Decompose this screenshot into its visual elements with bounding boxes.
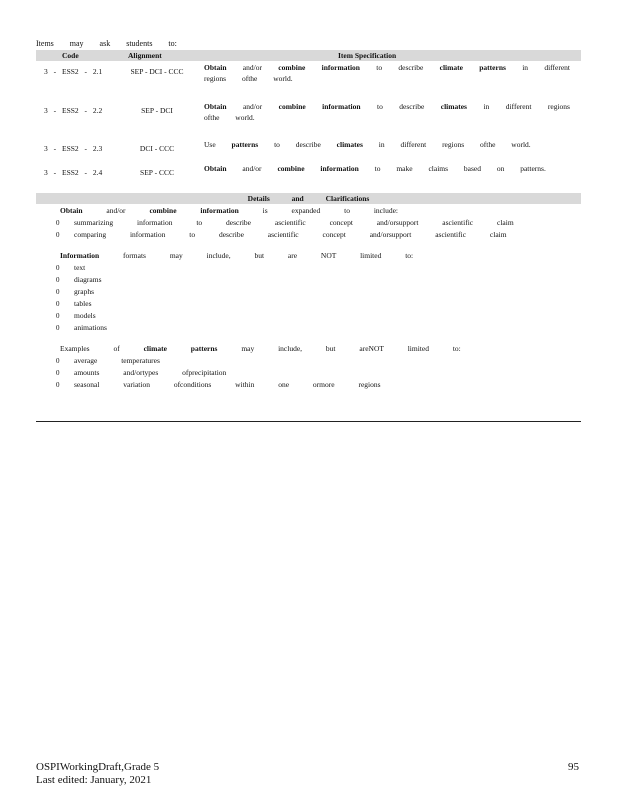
table-body (36, 61, 581, 193)
circle-bullet-icon: 0 (56, 300, 60, 308)
footer (36, 761, 159, 787)
circle-bullet-icon: 0 (56, 369, 60, 377)
circle-bullet-icon: 0 (56, 357, 60, 365)
row-specification: Obtain and/or combine information to make claims based on patterns. (204, 164, 546, 173)
row-alignment: SEP - CCC (140, 168, 174, 177)
details-sub-item: 0 diagrams (56, 275, 102, 284)
page-number: 95 (568, 761, 579, 773)
details-sub-item: 0 summarizing information to describe ascientific concept and/orsupport ascientific claim (56, 218, 514, 227)
details-sub-item: 0 tables (56, 299, 92, 308)
table-header-row (36, 50, 581, 61)
details-header: Details and Clarifications (36, 193, 581, 204)
details-sub-item: 0 text (56, 263, 86, 272)
item-specification-table (36, 50, 581, 391)
details-bullet: Obtain and/or combine information is expanded to include: (36, 205, 581, 217)
details-sub-item: 0 animations (56, 323, 107, 332)
row-specification: Obtain and/or combine information to describe climate patterns in different regions ofthe world. (204, 63, 570, 83)
details-sub-item: 0 graphs (56, 287, 94, 296)
row-alignment: SEP - DCI - CCC (130, 67, 184, 76)
header-code: Code (62, 51, 79, 60)
row-code: 3 - ESS2 - 2.4 (44, 168, 103, 177)
circle-bullet-icon: 0 (56, 231, 60, 239)
details-bullet: Examples of climate patterns may include, but areNOT limited to: (36, 343, 581, 355)
details-group (36, 250, 581, 334)
details-group (36, 343, 581, 391)
details-sub-item: 0 average temperatures (56, 356, 160, 365)
square-bullet-icon (36, 343, 60, 355)
details-sub-item: 0 amounts and/ortypes ofprecipitation (56, 368, 227, 377)
header-item-specification: Item Specification (338, 51, 397, 60)
table-row (36, 135, 581, 159)
details-sub-item: 0 comparing information to describe ascientific concept and/orsupport ascientific claim (56, 230, 507, 239)
row-alignment: SEP - DCI (141, 106, 173, 115)
square-bullet-icon (36, 250, 60, 262)
row-specification: Obtain and/or combine information to describe climates in different regions ofthe world. (204, 102, 570, 122)
row-code: 3 - ESS2 - 2.1 (44, 67, 103, 76)
table-row (36, 159, 581, 193)
details-list (36, 205, 581, 391)
header-alignment: Alignment (128, 51, 162, 60)
details-bullet: Information formats may include, but are NOT limited to: (36, 250, 581, 262)
circle-bullet-icon: 0 (56, 312, 60, 320)
square-bullet-icon (36, 205, 60, 217)
row-code: 3 - ESS2 - 2.2 (44, 106, 103, 115)
row-code: 3 - ESS2 - 2.3 (44, 144, 103, 153)
row-alignment: DCI - CCC (139, 144, 175, 153)
details-group (36, 205, 581, 241)
circle-bullet-icon: 0 (56, 264, 60, 272)
details-sub-item: 0 seasonal variation ofconditions within one ormore regions (56, 380, 381, 389)
circle-bullet-icon: 0 (56, 381, 60, 389)
details-sub-item: 0 models (56, 311, 96, 320)
circle-bullet-icon: 0 (56, 324, 60, 332)
section-divider (36, 421, 581, 422)
intro-text: Items may ask students to: (36, 39, 177, 48)
row-specification: Use patterns to describe climates in different regions ofthe world. (204, 140, 531, 149)
circle-bullet-icon: 0 (56, 288, 60, 296)
circle-bullet-icon: 0 (56, 219, 60, 227)
table-row (36, 97, 581, 135)
table-row (36, 61, 581, 97)
circle-bullet-icon: 0 (56, 276, 60, 284)
footer-last-edited: Last edited: January, 2021 (36, 774, 152, 786)
footer-title: OSPIWorkingDraft,Grade 5 (36, 761, 160, 773)
